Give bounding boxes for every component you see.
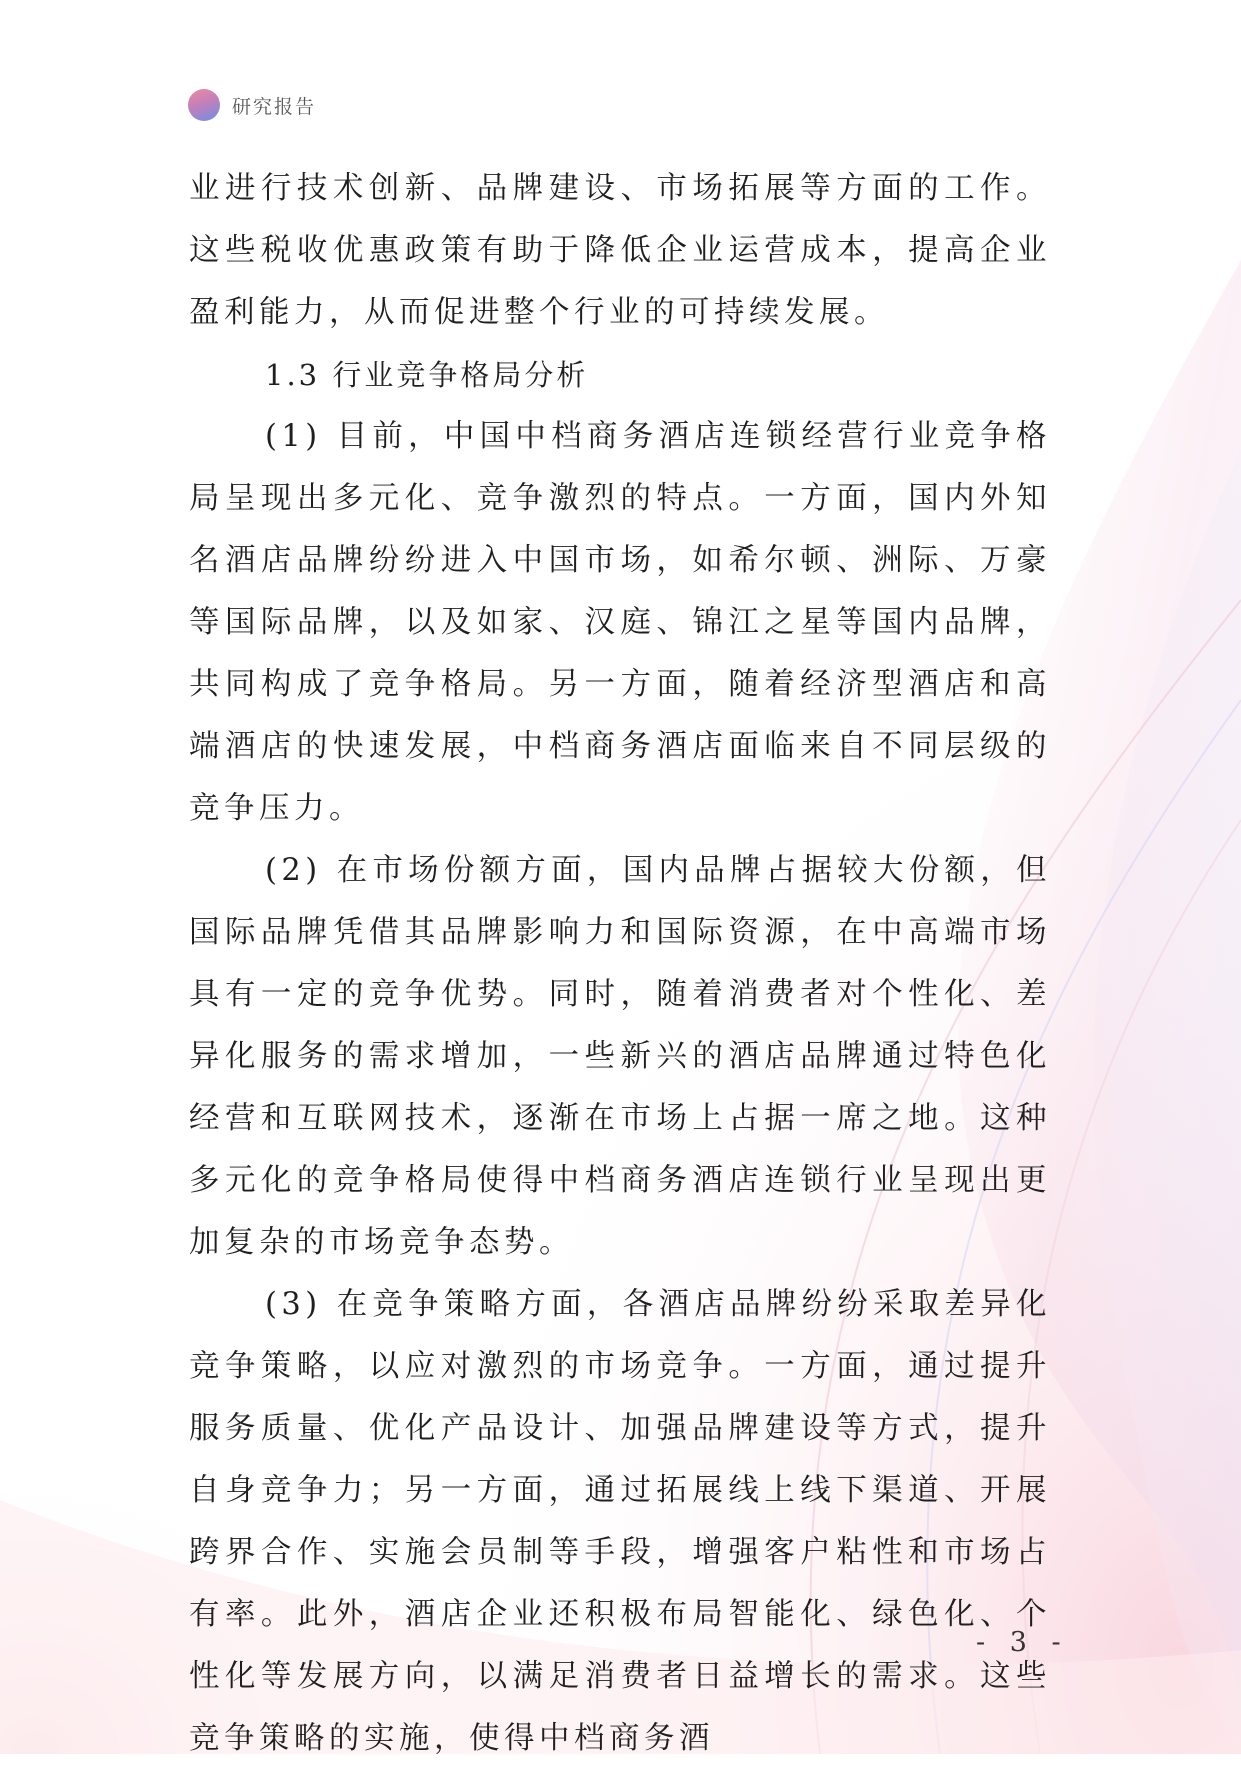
report-logo-icon: [188, 89, 220, 121]
paragraph-3: (3) 在竞争策略方面，各酒店品牌纷纷采取差异化竞争策略，以应对激烈的市场竞争。一方面，通过提升服务质量、优化产品设计、加强品牌建设等方式，提升自身竞争力；另一方面，通过拓展线上线下渠道、开展跨界合作、实施会员制等手段，增强客户粘性和市场占有率。此外，酒店企业还积极布局智能化、绿色化、个性化等发展方向，以满足消费者日益增长的需求。这些竞争策略的实施，使得中档商务酒: [189, 1287, 1051, 1756]
header-title: 研究报告: [232, 95, 317, 118]
paragraph-2: (2) 在市场份额方面，国内品牌占据较大份额，但国际品牌凭借其品牌影响力和国际资源，在中高端市场具有一定的竞争优势。同时，随着消费者对个性化、差异化服务的需求增加，一些新兴的酒店品牌通过特色化经营和互联网技术，逐渐在市场上占据一席之地。这种多元化的竞争格局使得中档商务酒店连锁行业呈现出更加复杂的市场竞争态势。: [189, 853, 1051, 1260]
intro-paragraph: 业进行技术创新、品牌建设、市场拓展等方面的工作。这些税收优惠政策有助于降低企业运营成本，提高企业盈利能力，从而促进整个行业的可持续发展。: [189, 171, 1051, 330]
document-body: [189, 158, 1051, 1770]
page-number: - 3 -: [976, 1627, 1069, 1658]
paragraph-1: (1) 目前，中国中档商务酒店连锁经营行业竞争格局呈现出多元化、竞争激烈的特点。一方面，国内外知名酒店品牌纷纷进入中国市场，如希尔顿、洲际、万豪等国际品牌，以及如家、汉庭、锦江之星等国内品牌，共同构成了竞争格局。另一方面，随着经济型酒店和高端酒店的快速发展，中档商务酒店面临来自不同层级的竞争压力。: [189, 419, 1051, 826]
section-heading: 1.3 行业竞争格局分析: [265, 358, 589, 392]
report-header: [188, 88, 316, 122]
